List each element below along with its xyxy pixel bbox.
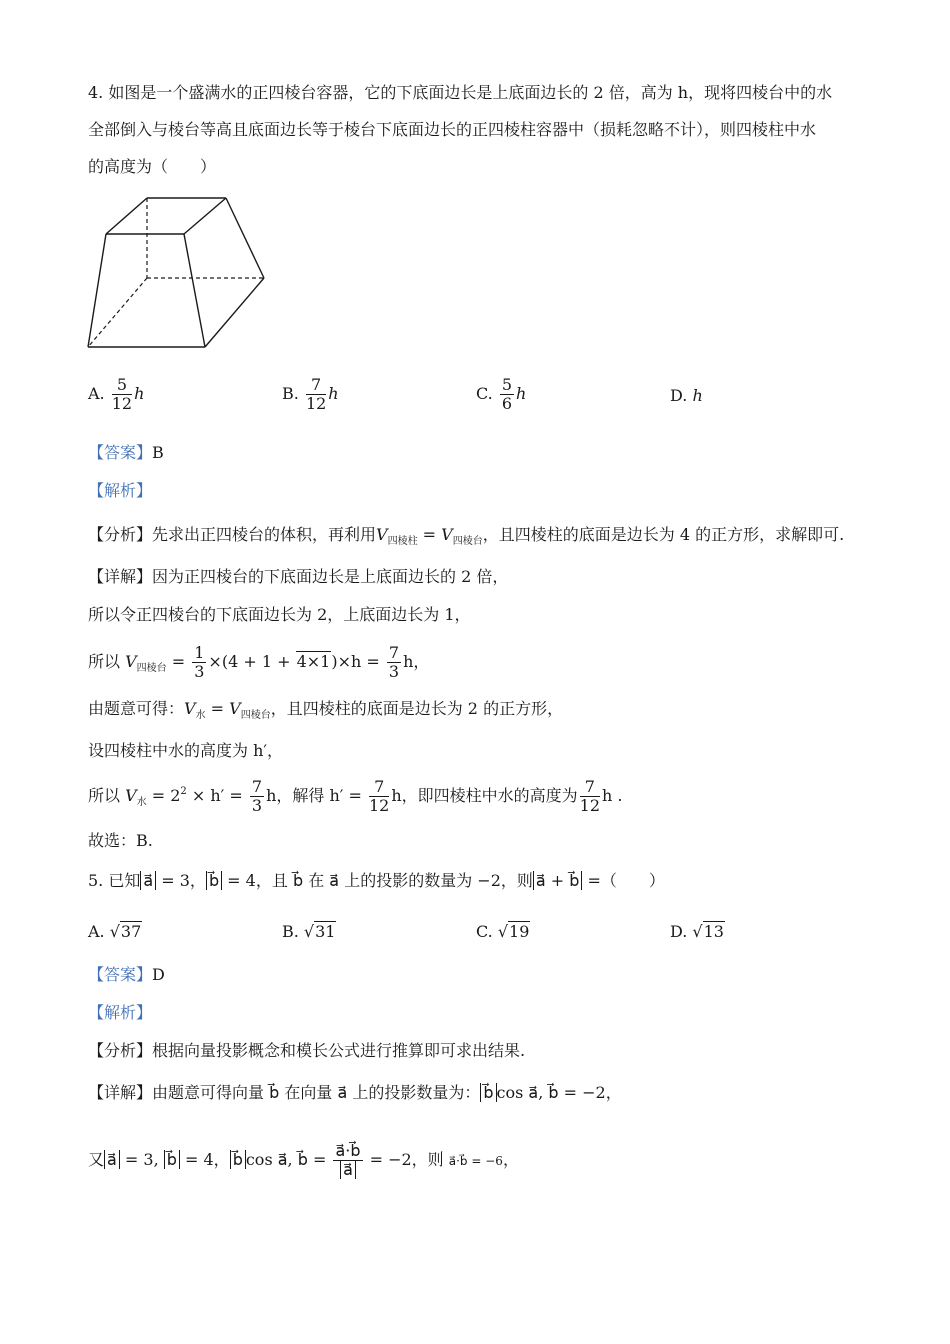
q5-detail-2: 又 a⃗ = 3, b⃗ = 4， b⃗ cos a⃗, b⃗ = $\frac{a⃗\cdot b⃗}{a⃗}$ = −2，则 a⃗·b⃗ = −6， [88, 1141, 519, 1179]
frustum-figure [84, 192, 274, 352]
q5-option-b[interactable]: B. √31 [282, 922, 336, 941]
q5-option-d[interactable]: D. √13 [670, 922, 724, 941]
q4-option-d[interactable]: D. h [670, 386, 703, 405]
q4-detail-3: 所以 $V_{四棱台}$ = $\frac{1}{3}$ ×(4 + 1 + 4×1)×h = $\frac{7}{3}$ h， [88, 643, 430, 681]
q4-answer: 【答案】B [88, 443, 164, 462]
q5-analysis-tag: 【解析】 [88, 1003, 153, 1022]
q4-detail-7: 故选：B. [88, 831, 153, 850]
q4-detail-1: 【详解】因为正四棱台的下底面边长是上底面边长的 2 倍， [88, 567, 509, 586]
q5-stem: 5. 已知 a⃗ = 3， b⃗ = 4，且 b⃗ 在 a⃗ 上的投影的数量为 −2，则 a⃗ + b⃗ =（ ） [88, 871, 665, 890]
q4-detail-5: 设四棱柱中水的高度为 h′， [88, 741, 284, 760]
q5-answer: 【答案】D [88, 965, 165, 984]
q5-option-c[interactable]: C. √19 [476, 922, 530, 941]
q5-option-a[interactable]: A. √37 [88, 922, 142, 941]
q4-detail-2: 所以令正四棱台的下底面边长为 2，上底面边长为 1， [88, 605, 471, 624]
q4-stem-line-1: 4. 如图是一个盛满水的正四棱台容器，它的下底面边长是上底面边长的 2 倍，高为 h，现将四棱台中的水 [88, 83, 833, 102]
q5-detail-1: 【详解】由题意可得向量 b⃗ 在向量 a⃗ 上的投影数量为： b⃗ cos a⃗, b⃗ = −2， [88, 1083, 622, 1102]
q4-stem-line-3: 的高度为（ ） [88, 157, 217, 176]
q4-analysis-tag: 【解析】 [88, 481, 153, 500]
q5-fenxi: 【分析】根据向量投影概念和模长公式进行推算即可求出结果. [88, 1041, 526, 1060]
q4-option-c[interactable]: C. $\frac{5}{6}$ h [476, 375, 527, 413]
q4-option-a[interactable]: A. $\frac{5}{12}$ h [88, 375, 145, 413]
q4-stem-line-2: 全部倒入与棱台等高且底面边长等于棱台下底面边长的正四棱柱容器中（损耗忽略不计），则四棱柱中水 [88, 120, 817, 139]
q4-detail-6: 所以 $V_水 = 2^2 \times h'$ = $\frac{7}{3}$ h，解得 h′ = $\frac{7}{12}$ h，即四棱柱中水的高度为 $\frac{7}{12}$ h . [88, 777, 623, 815]
q4-option-b[interactable]: B. $\frac{7}{12}$ h [282, 375, 339, 413]
q4-detail-4: 由题意可得：$V_水 = V_{四棱台}$，且四棱柱的底面是边长为 2 的正方形， [88, 699, 564, 721]
q4-fenxi: 【分析】先求出正四棱台的体积，再利用$V_{四棱柱} = V_{四棱台}$，且四棱柱的底面是边长为 4 的正方形，求解即可. [88, 525, 845, 547]
